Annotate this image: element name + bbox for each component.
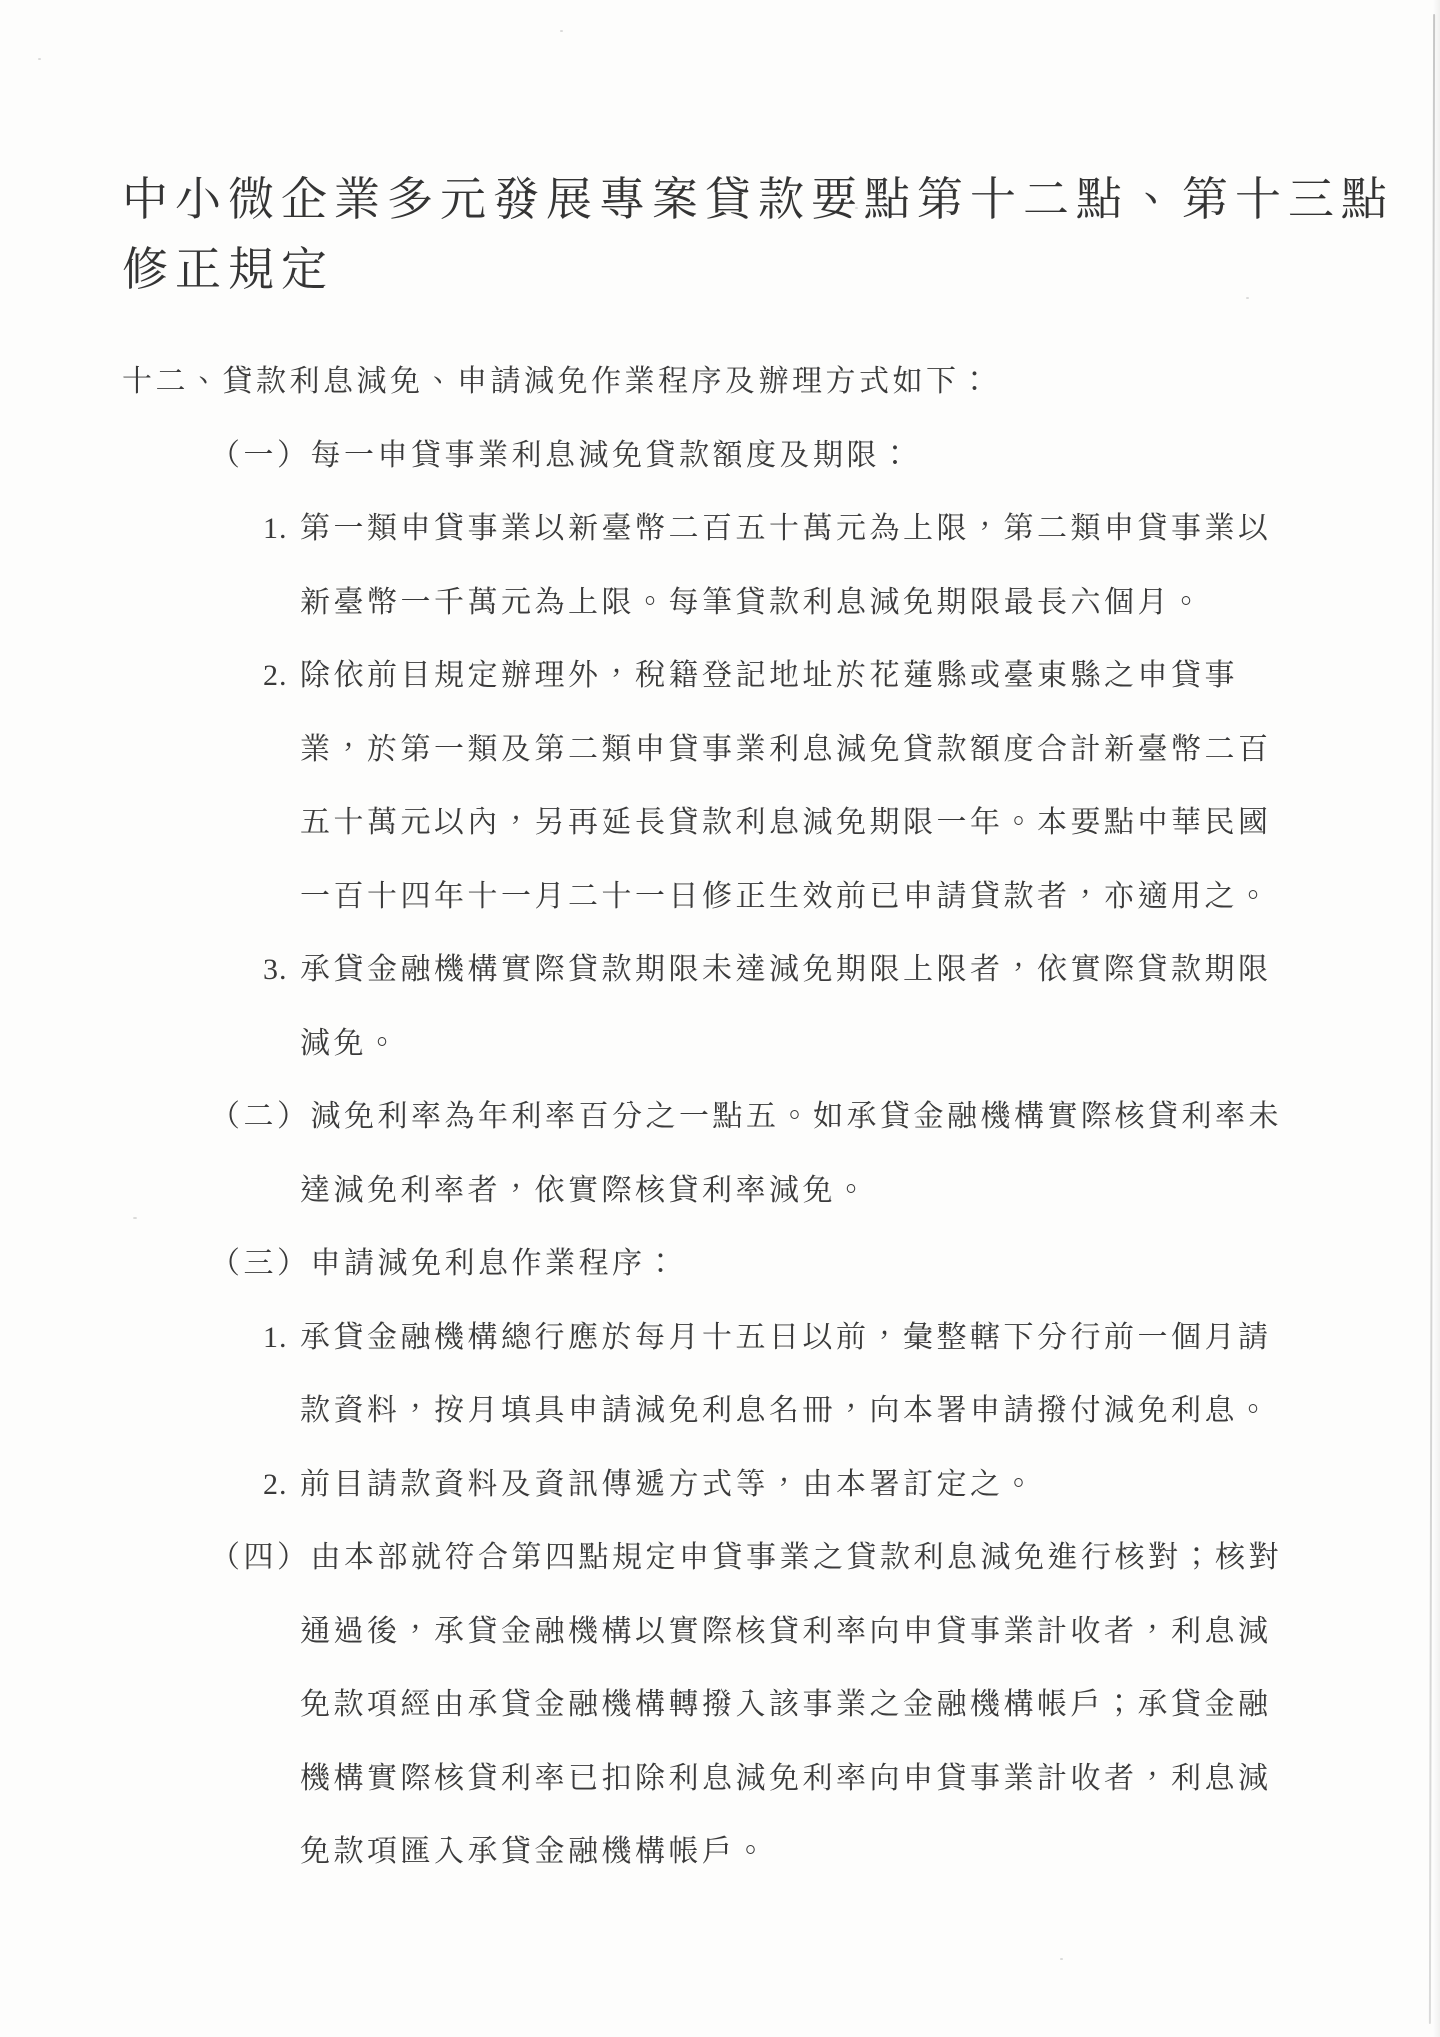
- line-text: 前目請款資料及資訊傳遞方式等，由本署訂定之。: [300, 1467, 1037, 1501]
- line-text: （一）每一申貸事業利息減免貸款額度及期限：: [210, 438, 914, 472]
- line-marker: 2.: [263, 1467, 288, 1501]
- text-line: [300, 1668, 1440, 1742]
- text-line: [300, 1374, 1440, 1448]
- text-line: [263, 492, 1440, 566]
- line-text: 款資料，按月填具申請減免利息名冊，向本署申請撥付減免利息。: [300, 1394, 1272, 1427]
- scan-speckle: [133, 1217, 137, 1219]
- line-marker: 1.: [263, 512, 288, 545]
- scan-speckle: [855, 207, 858, 209]
- line-text: 機構實際核貸利率已扣除利息減免利率向申貸事業計收者，利息減: [300, 1761, 1272, 1795]
- text-line: [300, 786, 1440, 860]
- scan-speckle: [560, 30, 563, 32]
- line-text: （三）申請減免利息作業程序：: [210, 1247, 679, 1280]
- scan-speckle: [38, 58, 41, 60]
- line-text: 免款項匯入承貸金融機構帳戶。: [300, 1835, 769, 1868]
- line-text: 第一類申貸事業以新臺幣二百五十萬元為上限，第二類申貸事業以: [300, 512, 1272, 545]
- line-text: （四）由本部就符合第四點規定申貸事業之貸款利息減免進行核對；核對: [210, 1541, 1282, 1574]
- document-title: [122, 165, 1440, 305]
- line-text: （二）減免利率為年利率百分之一點五。如承貸金融機構實際核貸利率未: [210, 1100, 1282, 1133]
- text-line: [263, 1301, 1440, 1375]
- scan-speckle: [1060, 1958, 1063, 1960]
- text-line: [122, 345, 1440, 419]
- scan-speckle: [1246, 297, 1249, 299]
- line-text: 五十萬元以內，另再延長貸款利息減免期限一年。本要點中華民國: [300, 806, 1272, 839]
- line-text: 免款項經由承貸金融機構轉撥入該事業之金融機構帳戶；承貸金融: [300, 1688, 1272, 1721]
- document-title-line-2: 修正規定: [122, 244, 334, 295]
- line-text: 十二、貸款利息減免、申請減免作業程序及辦理方式如下：: [122, 365, 993, 398]
- line-text: 通過後，承貸金融機構以實際核貸利率向申貸事業計收者，利息減: [300, 1614, 1272, 1648]
- line-text: 承貸金融機構總行應於每月十五日以前，彙整轄下分行前一個月請: [300, 1320, 1272, 1354]
- text-line: [300, 860, 1440, 934]
- text-line: [300, 566, 1440, 640]
- text-line: [300, 1815, 1440, 1889]
- text-line: [300, 1595, 1440, 1669]
- text-line: [300, 1742, 1440, 1816]
- text-line: [210, 419, 1440, 493]
- text-line: [210, 1227, 1440, 1301]
- line-text: 達減免利率者，依實際核貸利率減免。: [300, 1173, 870, 1207]
- line-text: 新臺幣一千萬元為上限。每筆貸款利息減免期限最長六個月。: [300, 585, 1205, 619]
- document-title-line-1: 中小微企業多元發展專案貸款要點第十二點、第十三點: [122, 174, 1394, 225]
- line-text: 承貸金融機構實際貸款期限未達減免期限上限者，依實際貸款期限: [300, 953, 1272, 986]
- text-line: [263, 1448, 1440, 1522]
- text-line: [210, 1080, 1440, 1154]
- line-text: 一百十四年十一月二十一日修正生效前已申請貸款者，亦適用之。: [300, 879, 1272, 913]
- line-text: 業，於第一類及第二類申貸事業利息減免貸款額度合計新臺幣二百: [300, 732, 1272, 766]
- text-line: [263, 639, 1440, 713]
- line-marker: 3.: [263, 953, 288, 986]
- text-line: [263, 933, 1440, 1007]
- text-line: [210, 1521, 1440, 1595]
- line-marker: 1.: [263, 1320, 288, 1354]
- line-text: 減免。: [300, 1026, 401, 1060]
- text-line: [300, 1007, 1440, 1081]
- text-line: [300, 1154, 1440, 1228]
- document-body: [122, 345, 1440, 1889]
- line-marker: 2.: [263, 659, 288, 692]
- line-text: 除依前目規定辦理外，稅籍登記地址於花蓮縣或臺東縣之申貸事: [300, 659, 1238, 692]
- text-line: [300, 713, 1440, 787]
